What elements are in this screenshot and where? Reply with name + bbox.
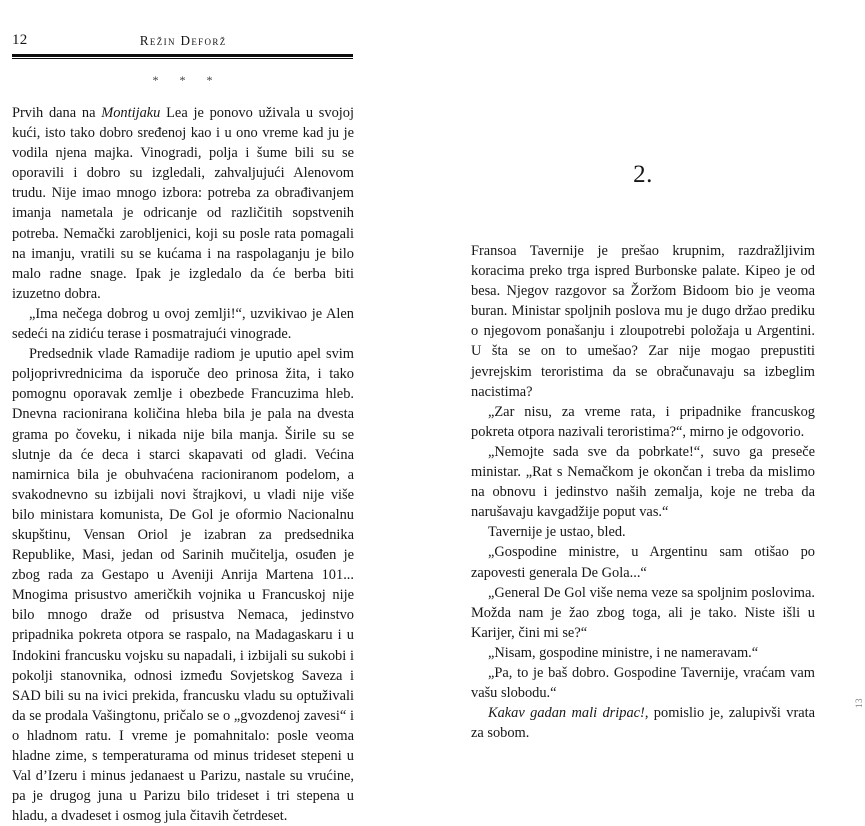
paragraph: Predsednik vlade Ramadije radiom je uputio apel svim poljoprivrednicima da isporuče deo prinosa žita, i tako pomognu oporavak zemlje i obezbede Francuzima hleb. Dnevna racionirana količina hleba bila je pala na dvesta grama po čoveku, i nikada nije bila manja. Širile su se slutnje da će deca i starci skapavati od gladi. Većina namirnica bila je obuhvaćena racioniranom podelom, a svakodnevno su izbijali novi štrajkovi, u vladi nije više bilo ministara komunista, De Gol je oformio Nacionalnu skupštinu, Vensan Oriol je izabran za predsednika Republike, Masi, jedan od Sarinih mučitelja, osuđen je zbog rada za Gestapo u Aveniji Anrija Martena 101... Mnogima prisustvo američkih vojnika u Francuskoj nije bilo mnogo draže od prisustva Nemaca, jedinstvo pripadnika pokreta otpora se raspalo, na Madagaskaru i u Indokini francusku vojsku su napadali, i izbijali su sukobi i pokolji stanovnika, odnosi između Sovjetskog Saveza i SAD bili su na ivici prekida, francusku vladu su optuživali da se prodala Vašingtonu, pričalo se o „gvozdenoj zavesi“ i o hladnom ratu. I vreme je pomahnitalo: posle veoma hladne zime, s temperaturama od minus trideset stepeni u Val d’Izeru i minus jedanaest u Parizu, nastale su vrućine, pa je drugog juna u Parizu bilo trideset i tri stepena u hladu, a dvadeset i osmog jula čitavih četrdeset. [12, 346, 354, 825]
paragraph: Fransoa Tavernije je prešao krupnim, razdražljivim koracima preko trga ispred Burbonske palate. Kipeo je od besa. Njegov razgovor sa Žoržom Bidoom bio je veoma buran. Ministar spoljnih poslova mu je dugo držao prediku o njegovom ponašanju i zloupotrebi položaja u Argentini. U šta se on to umešao? Zar nije mogao prepustiti jevrejskim teroristima da se obračunavaju sa izbeglim nacistima? [471, 243, 815, 400]
chapter-number: 2. [633, 161, 653, 188]
section-break-asterisks: * * * [152, 73, 222, 87]
page-number-verso: 12 [12, 32, 28, 48]
running-head-author: Režin Deforž [139, 33, 227, 48]
paragraph: „Nisam, gospodine ministre, i ne nameravam.“ [488, 644, 759, 661]
paragraph: „Pa, to je baš dobro. Gospodine Tavernije, vraćam vam vašu slobodu.“ [471, 664, 815, 702]
verso-page [0, 0, 432, 825]
paragraph: Kakav gadan mali dripac!, pomislio je, zalupivši vrata za sobom. [471, 705, 816, 742]
page-number-recto: 13 [854, 698, 864, 708]
paragraph: Prvih dana na Montijaku Lea je ponovo uživala u svojoj kući, isto tako dobro sređenoj kao i u ono vreme kad ju je vodila njena majka. Vinogradi, polja i šume bili su se oporavili i dobro su izgledali, zahvaljujući Alenovom trudu. Nije imao mnogo izbora: potreba za obrađivanjem imanja nametala je odricanje od različitih sopstvenih potreba. Nemački zarobljenici, koji su posle rata pomagali na imanju, vratili su se kućama i na raspolaganju je bilo malo radne snage. Ipak je izgledalo da će berba biti izuzetno dobra. [12, 105, 354, 302]
paragraph: Tavernije je ustao, bled. [488, 524, 626, 541]
running-head [12, 31, 353, 51]
paragraph: „Gospodine ministre, u Argentinu sam otišao po zapovesti generala De Gola...“ [471, 544, 815, 581]
header-rule [12, 54, 353, 59]
header-rule-thin [12, 58, 353, 59]
verso-body-text [12, 103, 354, 826]
paragraph: „General De Gol više nema veze sa spoljnim poslovima. Možda nam je žao zbog toga, ali je tako. Niste išli u Karijer, čini mi se?“ [471, 584, 815, 641]
recto-body-text [471, 241, 815, 743]
paragraph: „Ima nečega dobrog u ovoj zemlji!“, uzvikivao je Alen sedeći na zidiću terase i posmatrajući vinograde. [12, 305, 354, 343]
recto-page [432, 0, 865, 742]
paragraph: „Zar nisu, za vreme rata, i pripadnike francuskog pokreta otpora nazivali teroristima?“, mirno je odgovorio. [471, 403, 815, 440]
paragraph: „Nemojte sada sve da pobrkate!“, suvo ga preseče ministar. „Rat s Nemačkom je okončan i treba da mislimo na obnovu i jedinstvo naših zemalja, koje ne treba da narušavaju kavgadžije poput vas.“ [471, 443, 815, 521]
